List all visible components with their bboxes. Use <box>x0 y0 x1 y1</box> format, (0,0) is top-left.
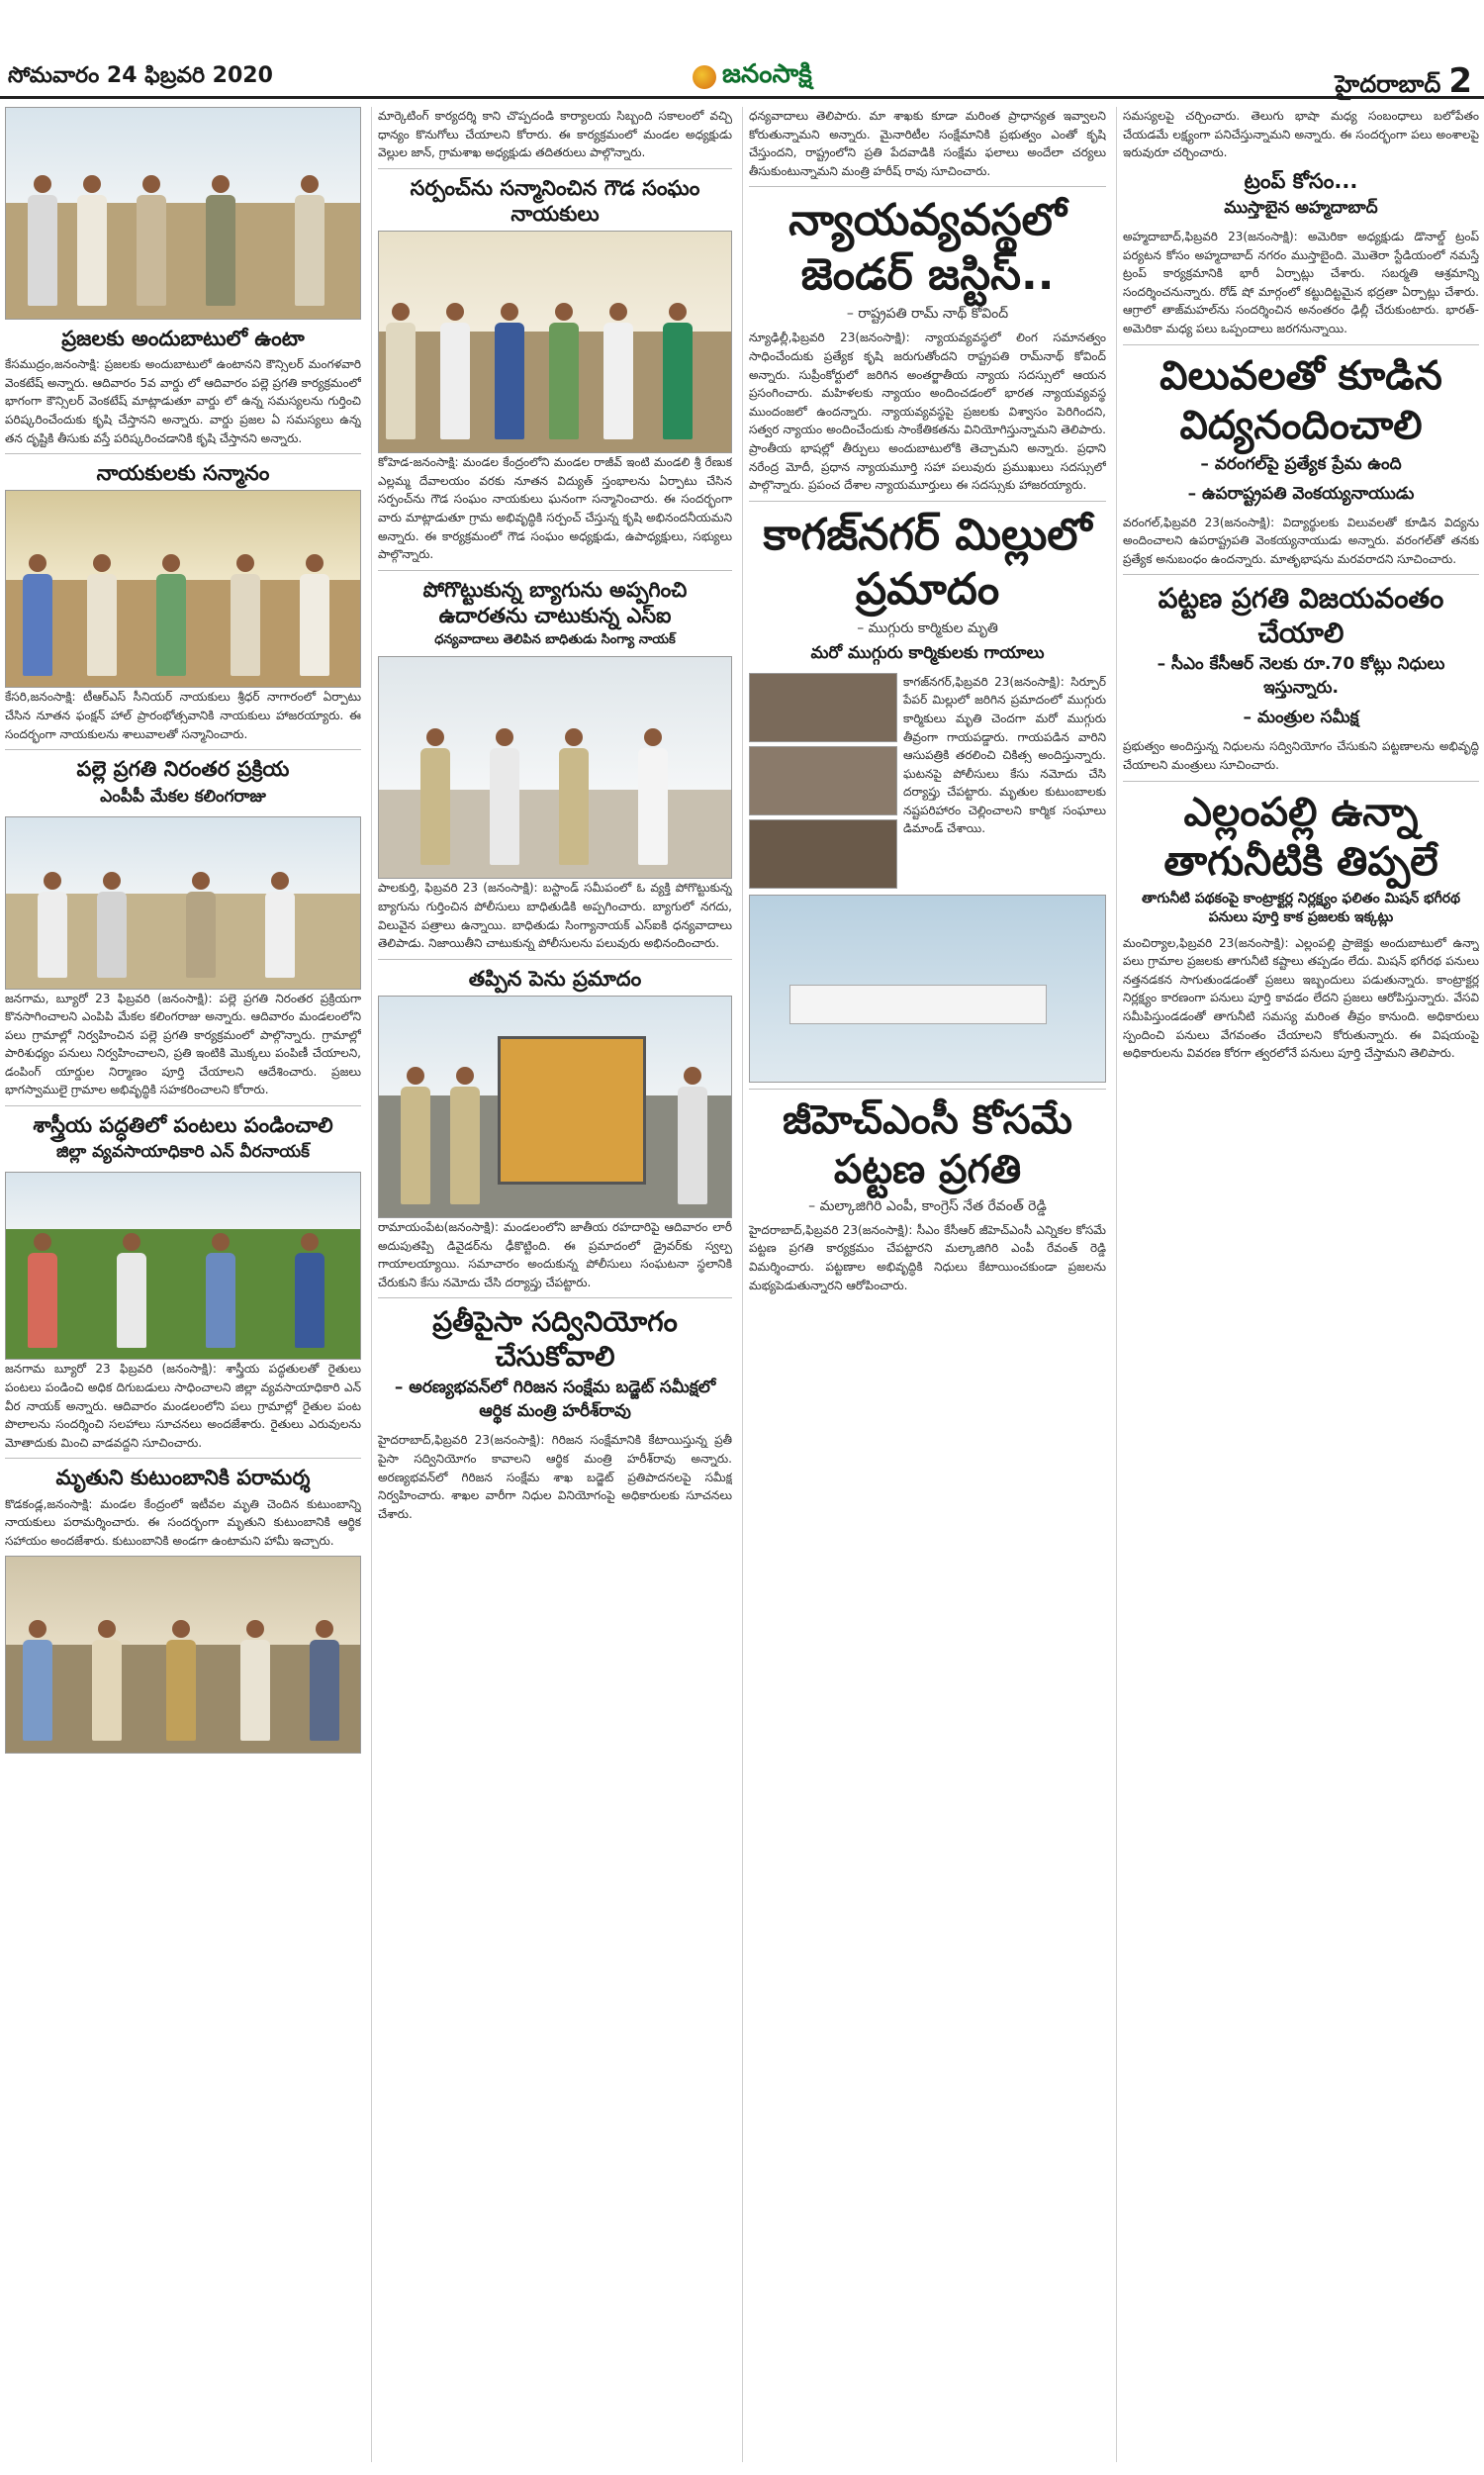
subheadline-11: మరో ముగ్గురు కార్మికులకు గాయాలు <box>810 642 1045 663</box>
headline-7: పోగొట్టుకున్న బ్యాగును అప్పగించి ఉదారతను చాటుకున్న ఎస్ఐ <box>422 577 688 628</box>
photo-victim-1 <box>749 673 897 742</box>
headline-9: ప్రతీపైసా సద్వినియోగం చేసుకోవాలి <box>432 1305 678 1374</box>
edition-city: హైదరాబాద్ <box>1335 70 1441 98</box>
article-13-body: కాగజ్‌నగర్,ఫిబ్రవరి 23(జనంసాక్షి): సిర్పూర్ పేపర్ మిల్లులో జరిగిన ప్రమాదంలో ముగ్గురు కార్మికులు మృతి చెందగా మరో ముగ్గురు తీవ్రంగా గాయపడ్డారు. గాయపడిన వారిని ఆసుపత్రికి తరలించి చికిత్స అందిస్తున్నారు. ఘటనపై పోలీసులు కేసు నమోదు చేసి దర్యాప్తు చేపట్టారు. మృతుల కుటుంబాలకు నష్టపరిహారం చెల్లించాలని కార్మిక సంఘాలు డిమాండ్ చేశాయి. <box>903 674 1106 836</box>
article-17-body: వరంగల్,ఫిబ్రవరి 23(జనంసాక్షి): విద్యార్థులకు విలువలతో కూడిన విద్యను అందించాలని ఉపరాష్ట్రపతి వెంకయ్యనాయుడు అన్నారు. వరంగల్‌తో తనకు ప్రత్యేక అనుబంధం ఉందన్నారు. మాతృభాషను మరవరాదని సూచించారు. <box>1123 515 1479 566</box>
newspaper-name: జనంసాక్షి <box>722 59 812 89</box>
photo-village <box>5 816 361 990</box>
article-9-body: రామాయంపేట(జనంసాక్షి): మండలంలోని జాతీయ రహదారిపై ఆదివారం లారీ అదుపుతప్పి డివైడర్‌ను ఢీకొట్టింది. ఈ ప్రమాదంలో డ్రైవర్‌కు స్వల్ప గాయాలయ్యాయి. సమాచారం అందుకున్న పోలీసులు సంఘటనా స్థలానికి చేరుకుని కేసు నమోదు చేసి దర్యాప్తు చేపట్టారు. <box>378 1219 732 1289</box>
column-1 <box>5 107 361 2462</box>
article-18-body: ప్రభుత్వం అందిస్తున్న నిధులను సద్వినియోగం చేసుకుని పట్టణాలను అభివృద్ధి చేయాలని మంత్రులు సూచించారు. <box>1123 739 1479 772</box>
subheadline-4: జిల్లా వ్యవసాయాధికారి ఎన్ వీరనాయక్ <box>55 1142 310 1163</box>
edition-info <box>1335 61 1472 104</box>
article-12-body: న్యూఢిల్లీ,ఫిబ్రవరి 23(జనంసాక్షి): న్యాయవ్యవస్థలో లింగ సమానత్వం సాధించేందుకు ప్రత్యేక కృషి జరుగుతోందని రాష్ట్రపతి రామ్‌నాథ్ కోవింద్ అన్నారు. సుప్రీంకోర్టులో జరిగిన అంతర్జాతీయ న్యాయ సదస్సులో ఆయన ప్రసంగించారు. మహిళలకు న్యాయం అందించడంలో భారత న్యాయవ్యవస్థ ముందంజలో ఉందన్నారు. న్యాయవ్యవస్థపై ప్రజలకు విశ్వాసం పెరిగిందని, సత్వర న్యాయం అందించేందుకు సాంకేతికతను వినియోగిస్తున్నామని తెలిపారు. ప్రాంతీయ భాషల్లో తీర్పులు అందుబాటులోకి తెచ్చామని అన్నారు. ప్రధాని నరేంద్ర మోదీ, ప్రధాన న్యాయమూర్తి సహా పలువురు ప్రముఖులు సదస్సులో పాల్గొన్నారు. ప్రపంచ దేశాల న్యాయమూర్తులు ఈ సదస్సుకు హాజరయ్యారు. <box>749 331 1106 493</box>
article-6-body: మార్కెటింగ్ కార్యదర్శి కాని చొప్పదండి కార్యాలయ సిబ్బంది సకాలంలో వచ్చి ధాన్యం కొనుగోలు చేయాలని కోరారు. ఈ కార్యక్రమంలో మండల అధ్యక్షుడు వెల్లుల జాన్, గ్రామశాఖ అధ్యక్షుడు తదితరులు పాల్గొన్నారు. <box>378 109 732 160</box>
article-10-body: హైదరాబాద్,ఫిబ్రవరి 23(జనంసాక్షి): గిరిజన సంక్షేమానికి కేటాయిస్తున్న ప్రతీ పైసా సద్వినియోగం కావాలని ఆర్థిక మంత్రి హరీశ్‌రావు అన్నారు. అరణ్యభవన్‌లో గిరిజన సంక్షేమ శాఖ బడ్జెట్ ప్రతిపాదనలపై సమీక్ష నిర్వహించారు. శాఖల వారీగా నిధుల వినియోగంపై అధికారులకు సూచనలు చేశారు. <box>378 1433 732 1521</box>
photo-victim-3 <box>749 819 897 889</box>
article-4-body: జనగామ బ్యూరో 23 ఫిబ్రవరి (జనంసాక్షి): శాస్త్రీయ పద్ధతులతో రైతులు పంటలు పండించి అధిక దిగుబడులు సాధించాలని జిల్లా వ్యవసాయాధికారి ఎన్ వీర నాయక్ అన్నారు. ఆదివారం మండలంలోని పలు గ్రామాల్లో రైతుల పంట పొలాలను సందర్శించి సలహాలు సూచనలు అందజేశారు. రైతులు ఎరువులను మోతాదుకు మించి వాడవద్దని సూచించారు. <box>5 1362 361 1450</box>
column-4 <box>1116 107 1479 2462</box>
headline-14: విలువలతో కూడిన విద్యనందించాలి <box>1159 352 1442 448</box>
headline-13: ట్రంప్ కోసం... <box>1244 168 1358 193</box>
subheadline-13: ముస్తాబైన అహ్మదాబాద్ <box>1224 198 1378 219</box>
photo-sarpanch-felicitation <box>378 231 732 453</box>
column-3 <box>742 107 1106 2462</box>
subheadline-3: ఎంపీపీ మేకల కలింగరాజు <box>100 786 266 807</box>
column-2 <box>371 107 732 2462</box>
issue-date: సోమవారం 24 ఫిబ్రవరి 2020 <box>8 63 273 88</box>
article-2-body: కేసరి,జనంసాక్షి: టీఆర్ఎస్ సీనియర్ నాయకులు శ్రీధర్ నాగారంలో ఏర్పాటు చేసిన నూతన ఫంక్షన్ హాల్ ప్రారంభోత్సవానికి నాయకులు హాజరయ్యారు. ఈ సందర్భంగా నాయకులను శాలువాలతో సన్మానించారు. <box>5 690 361 741</box>
photo-police-bag <box>378 656 732 879</box>
photo-crop-field <box>5 1172 361 1360</box>
subheadline-15a: – సీఎం కేసీఆర్ నెలకు రూ.70 కోట్లు నిధులు ఇస్తున్నారు. <box>1157 654 1445 699</box>
byline-11: – ముగ్గురు కార్మికుల మృతి <box>857 619 998 636</box>
subheadline-14a: – వరంగల్‌పై ప్రత్యేక ప్రేమ ఉంది <box>1200 453 1402 474</box>
headline-12: జీహెచ్ఎంసీ కోసమే పట్టణ ప్రగతి <box>783 1096 1072 1192</box>
headline-15: పట్టణ ప్రగతి విజయవంతం చేయాలి <box>1158 582 1444 650</box>
article-16-body: అహ్మదాబాద్,ఫిబ్రవరి 23(జనంసాక్షి): అమెరికా అధ్యక్షుడు డొనాల్డ్ ట్రంప్ పర్యటన కోసం అహ్మదాబాద్ నగరం ముస్తాబైంది. మొతెరా స్టేడియంలో నమస్తే ట్రంప్ కార్యక్రమానికి భారీ ఏర్పాట్లు చేశారు. సబర్మతి ఆశ్రమాన్ని సందర్శించనున్నారు. రోడ్ షో మార్గంలో కట్టుదిట్టమైన భద్రతా ఏర్పాట్లు చేశారు. ఆగ్రాలో తాజ్‌మహల్‌ను సందర్శించిన అనంతరం ఢిల్లీ చేరుకుంటారు. భారత్-అమెరికా మధ్య పలు ఒప్పందాలు జరగనున్నాయి. <box>1123 230 1479 335</box>
headline-11: కాగజ్‌నగర్ మిల్లులో ప్రమాదం <box>763 509 1092 615</box>
byline-12: – మల్కాజిగిరి ఎంపీ, కాంగ్రెస్ నేత రేవంత్ రెడ్డి <box>808 1197 1047 1214</box>
headline-5: మృతుని కుటుంబానికి పరామర్శ <box>55 1466 311 1490</box>
masthead <box>0 0 1484 99</box>
headline-8: తప్పిన పెను ప్రమాదం <box>468 966 642 991</box>
article-15-body: సమస్యలపై చర్చించారు. తెలుగు భాషా మధ్య సంబంధాలు బలోపేతం చేయడమే లక్ష్యంగా పనిచేస్తున్నామని అన్నారు. ఈ సందర్భంగా పలు అంశాలపై ఇరువురూ చర్చించారు. <box>1123 109 1479 160</box>
article-19-body: మంచిర్యాల,ఫిబ్రవరి 23(జనంసాక్షి): ఎల్లంపల్లి ప్రాజెక్టు అందుబాటులో ఉన్నా పలు గ్రామాల ప్రజలకు తాగునీటి కష్టాలు తప్పడం లేదు. మిషన్ భగీరథ పనులు నత్తనడకన సాగుతుండడంతో ప్రజలు ఇబ్బందులు పడుతున్నారు. కాంట్రాక్టర్ల నిర్లక్ష్యం కారణంగా పనులు పూర్తి కావడం లేదని ప్రజలు ఆరోపిస్తున్నారు. వేసవి సమీపిస్తుండడంతో తాగునీటి సమస్య మరింత తీవ్రం కానుంది. అధికారులు స్పందించి పనులు వేగవంతం చేయాలని కోరుతున్నారు. ఈ విషయంపై అధికారులను వివరణ కోరగా త్వరలోనే పనులు పూర్తి చేస్తామని తెలిపారు. <box>1123 935 1479 1061</box>
photo-victim-2 <box>749 746 897 815</box>
headline-16: ఎల్లంపల్లి ఉన్నా తాగునీటికి తిప్పలే <box>1163 789 1438 885</box>
article-5-body: కొడకండ్ల,జనంసాక్షి: మండల కేంద్రంలో ఇటీవల మృతి చెందిన కుటుంబాన్ని నాయకులు పరామర్శించారు. ఈ సందర్భంగా మృతుని కుటుంబానికి ఆర్థిక సహాయం అందజేశారు. కుటుంబానికి అండగా ఉంటామని హామీ ఇచ్చారు. <box>5 1496 361 1548</box>
article-14-body: హైదరాబాద్,ఫిబ్రవరి 23(జనంసాక్షి): సీఎం కేసీఆర్ జీహెచ్ఎంసీ ఎన్నికల కోసమే పట్టణ ప్రగతి కార్యక్రమం చేపట్టారని మల్కాజిగిరి ఎంపీ రేవంత్ రెడ్డి విమర్శించారు. పట్టణాల అభివృద్ధికి నిధులు కేటాయించకుండా ప్రజలను మభ్యపెడుతున్నారని ఆరోపించారు. <box>749 1222 1106 1292</box>
article-1-body: కేసముద్రం,జనంసాక్షి: ప్రజలకు అందుబాటులో ఉంటానని కౌన్సిలర్ మంగళవారి వెంకటేష్ అన్నారు. ఆదివారం 5వ వార్డు లో ఆదివారం పల్లె ప్రగతి కార్యక్రమంలో భాగంగా కౌన్సిలర్ వెంకటేష్ మాట్లాడుతూ వార్డు లో ఉన్న సమస్యలను గుర్తించి పరిష్కరించేందుకు కృషి చేస్తానని అన్నారు. వార్డు ప్రజల ఏ సమస్యలు ఉన్న తన దృష్టికి తీసుకు వస్తే పరిష్కరించడానికి కృషి చేస్తానని అన్నారు. <box>5 357 361 445</box>
article-7-body: కోహెడ-జనంసాక్షి: మండల కేంద్రంలోని మండల రాజీవ్ ఇంటి మండలి శ్రీ రేణుక ఎల్లమ్మ దేవాలయం వరకు నూతన విద్యుత్ స్తంభాలను ఏర్పాటు చేసిన సర్పంచ్‌ను గౌడ సంఘం నాయకులు ఘనంగా సన్మానించారు. ఈ సందర్భంగా వారు మాట్లాడుతూ గ్రామ అభివృద్ధికి సర్పంచ్ చేస్తున్న కృషి అభినందనీయమని అన్నారు. ఈ కార్యక్రమంలో గౌడ సంఘం అధ్యక్షుడు, ఉపాధ్యక్షులు, సభ్యులు పాల్గొన్నారు. <box>378 455 732 562</box>
article-3-body: జనగామ, బ్యూరో 23 ఫిబ్రవరి (జనంసాక్షి): పల్లె ప్రగతి నిరంతర ప్రక్రియగా కొనసాగించాలని ఎంపిపి మేకల కలింగరాజు అన్నారు. ఆదివారం మండలంలోని పలు గ్రామాల్లో నిర్వహించిన పల్లె ప్రగతి కార్యక్రమంలో పాల్గొన్నారు. గ్రామాల్లో పారిశుధ్యం పనులు నిర్వహించాలని, ప్రతి ఇంటికి మొక్కలు పంపిణీ చేయాలని, డంపింగ్ యార్డుల నిర్మాణం పూర్తి చేయాలని ఆదేశించారు. ప్రజలు భాగస్వాములై గ్రామాల అభివృద్ధికి సహకరించాలని కోరారు. <box>5 991 361 1097</box>
subheadline-14b: – ఉపరాష్ట్రపతి వెంకయ్యనాయుడు <box>1187 483 1415 504</box>
photo-lorry-accident <box>378 996 732 1218</box>
photo-plantation <box>5 107 361 320</box>
subheadline-9: – అరణ్యభవన్‌లో గిరిజన సంక్షేమ బడ్జెట్ సమీక్షలో ఆర్థిక మంత్రి హరీశ్‌రావు <box>394 1378 716 1422</box>
article-8-body: పాలకుర్తి, ఫిబ్రవరి 23 (జనంసాక్షి): బస్టాండ్ సమీపంలో ఓ వ్యక్తి పోగొట్టుకున్న బ్యాగును గుర్తించిన పోలీసులు బాధితుడికి అప్పగించారు. బ్యాగులో నగదు, విలువైన పత్రాలు ఉన్నాయి. బాధితుడు సింగ్యానాయక్ ఎస్ఐకి ధన్యవాదాలు తెలిపాడు. నిజాయితీని చాటుకున్న పోలీసులను పలువురు అభినందించారు. <box>378 881 732 951</box>
subheadline-16: తాగునీటి పథకంపై కాంట్రాక్టర్ల నిర్లక్ష్యం ఫలితం మిషన్ భగీరథ పనులు పూర్తి కాక ప్రజలకు ఇక్కట్లు <box>1142 890 1460 925</box>
page-number: 2 <box>1448 61 1472 101</box>
photo-condolence <box>5 1556 361 1754</box>
headline-2: నాయకులకు సన్మానం <box>96 461 270 486</box>
newspaper-logo <box>693 59 812 95</box>
mill-accident-photo-row <box>749 673 1106 889</box>
headline-3: పల్లె ప్రగతి నిరంతర ప్రక్రియ <box>76 757 290 782</box>
headline-4: శాస్త్రీయ పద్ధతిలో పంటలు పండించాలి <box>33 1113 333 1138</box>
article-11-body: ధన్యవాదాలు తెలిపారు. మా శాఖకు కూడా మరింత ప్రాధాన్యత ఇవ్వాలని కోరుతున్నామని అన్నారు. మైనారిటీల సంక్షేమానికి ప్రభుత్వం ఎంతో కృషి చేస్తుందని, రాష్ట్రంలోని ప్రతి పేదవాడికి సంక్షేమ ఫలాలు అందేలా చర్యలు తీసుకుంటున్నామని మంత్రి హరీష్ రావు సూచించారు. <box>749 109 1106 178</box>
photo-hospital <box>749 895 1106 1083</box>
headline-1: ప్రజలకు అందుబాటులో ఉంటా <box>61 327 305 350</box>
headline-10: న్యాయవ్యవస్థలో జెండర్ జస్టిస్.. <box>788 195 1067 301</box>
photo-felicitation <box>5 490 361 688</box>
subheadline-15b: – మంత్రుల సమీక్ష <box>1243 708 1359 728</box>
subheadline-7: ధన్యవాదాలు తెలిపిన బాధితుడు సింగ్యా నాయక్ <box>434 632 676 648</box>
byline-10: – రాష్ట్రపతి రామ్ నాథ్ కోవింద్ <box>846 306 1009 323</box>
victim-photos <box>749 673 897 889</box>
sun-logo-icon <box>693 65 716 89</box>
headline-6: సర్పంచ్‌ను సన్మానించిన గౌడ సంఘం నాయకులు <box>410 175 700 227</box>
